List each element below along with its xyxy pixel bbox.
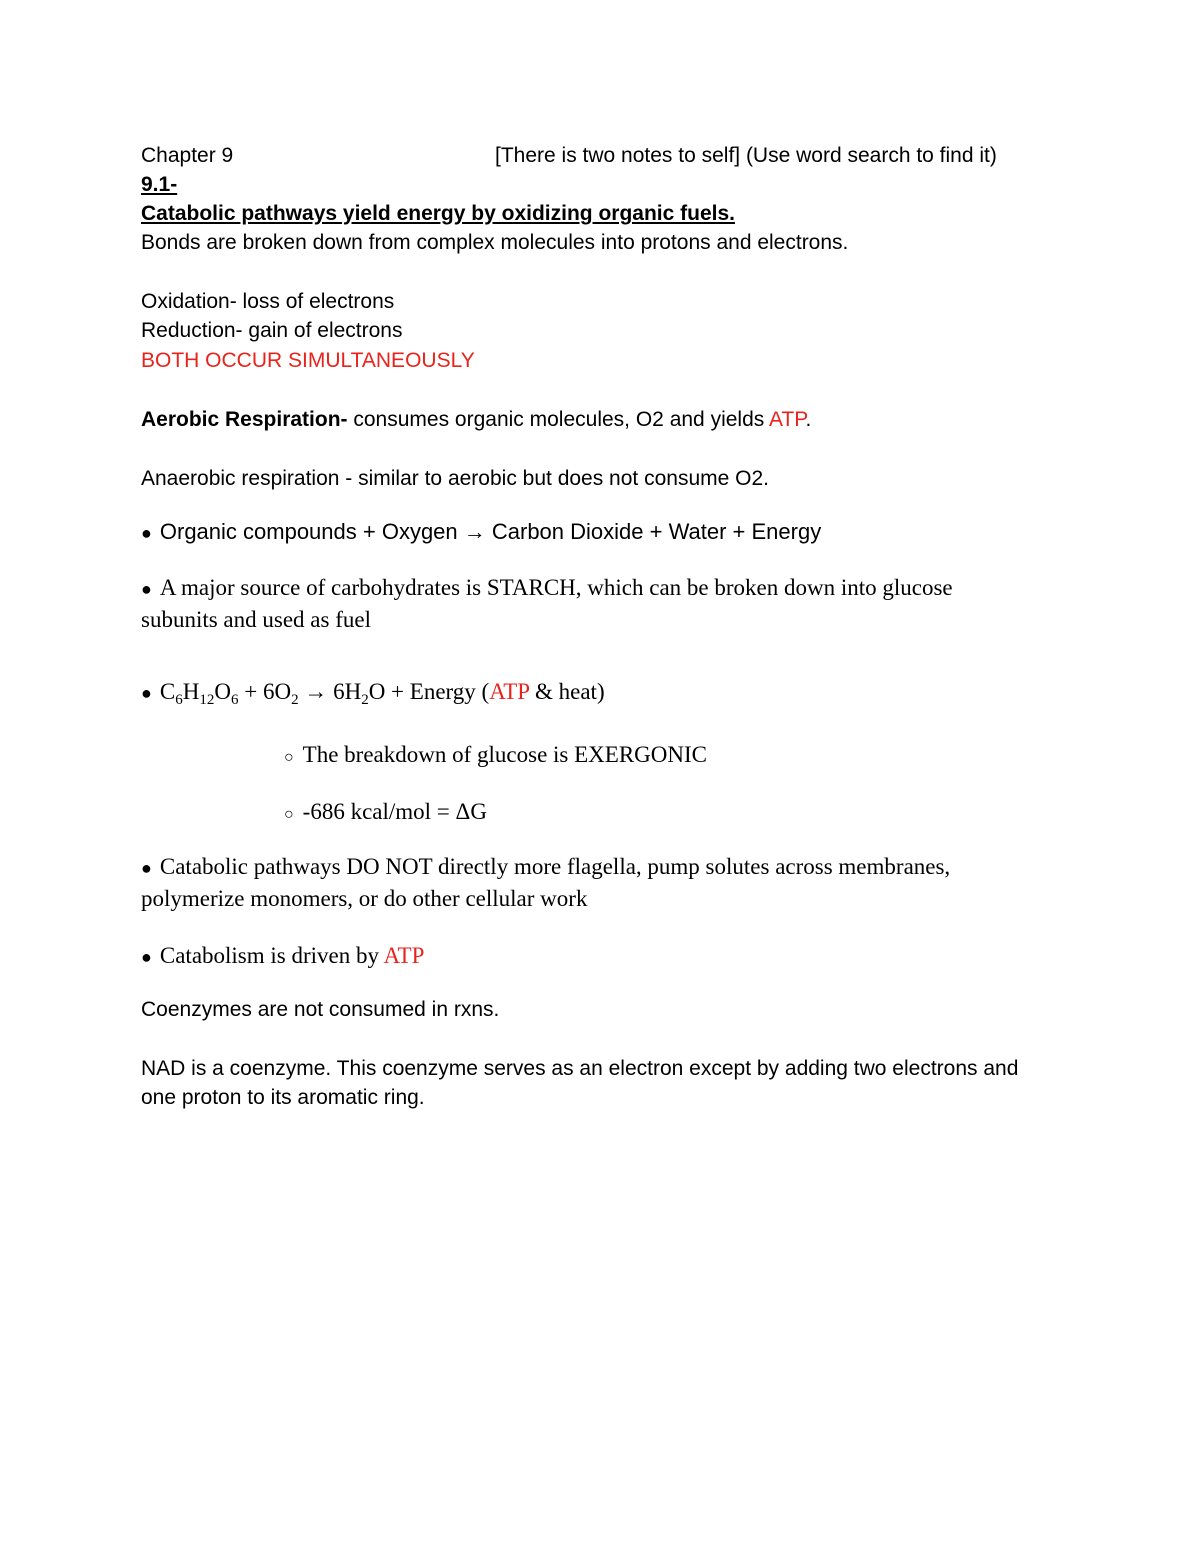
paragraph-reduction: Reduction- gain of electrons [141,319,403,342]
bullet-starch [141,572,953,605]
subbullet-delta-g [284,796,487,831]
eq-c-sub: 6 [175,692,183,708]
bullet-catabolic-text: Catabolic pathways DO NOT directly more flagella, pump solutes across membranes, [159,854,951,879]
eq-end: & heat) [529,679,605,704]
bullet-catabolism-atp: ATP [383,943,425,968]
aerobic-term: Aerobic Respiration- [141,408,348,431]
paragraph-simultaneous: BOTH OCCUR SIMULTANEOUSLY [141,349,475,372]
bullet-dot-icon: ● [141,523,152,543]
eq-atp: ATP [489,679,530,704]
eq-o-sub: 6 [230,692,239,708]
eq-arrow: → 6H [298,679,362,704]
subbullet-exergonic-text: The breakdown of glucose is EXERGONIC [302,742,708,767]
subbullet-circle-icon: ○ [284,806,294,823]
section-number: 9.1- [141,173,178,196]
bullet-catabolism-text: Catabolism is driven by [159,943,384,968]
notes-to-self [495,141,997,170]
paragraph-nad-line2: one proton to its aromatic ring. [141,1086,425,1109]
paragraph-oxidation: Oxidation- loss of electrons [141,290,395,313]
bullet-dot-icon: ● [141,947,152,967]
bullet-starch-text: A major source of carbohydrates is STARCH, which can be broken down into glucose [159,575,953,600]
aerobic-end: . [805,408,812,431]
eq-rest: O + Energy ( [368,679,490,704]
eq-plus: + 6O [238,679,292,704]
paragraph-bonds: Bonds are broken down from complex molecules into protons and electrons. [141,231,849,254]
bullet-catabolism [141,940,424,973]
bullet-dot-icon: ● [141,579,152,599]
paragraph-nad-line1: NAD is a coenzyme. This coenzyme serves as an electron except by adding two electrons and [141,1057,1019,1080]
notes-to-self-text: [There is two notes to self] (Use word search to find it) [495,144,997,167]
subbullet-exergonic [284,739,707,774]
aerobic-text: consumes organic molecules, O2 and yields [347,408,769,431]
eq-c: C [159,679,176,704]
eq-h: H [182,679,200,704]
subbullet-delta-g-text: -686 kcal/mol = ΔG [302,799,487,824]
chapter-heading [141,141,233,170]
eq-o2-sub: 2 [291,692,299,708]
eq-h-sub: 12 [199,692,215,708]
bullet-organic [141,517,821,548]
paragraph-anaerobic: Anaerobic respiration - similar to aerobic but does not consume O2. [141,467,769,490]
aerobic-atp: ATP [768,408,806,431]
bullet-glucose-equation [141,676,605,709]
paragraph-aerobic [141,405,811,434]
eq-h2-sub: 2 [361,692,369,708]
bullet-catabolic [141,851,950,884]
bullet-dot-icon: ● [141,683,152,703]
chapter-label: Chapter 9 [141,144,234,167]
bullet-dot-icon: ● [141,858,152,878]
paragraph-coenzymes: Coenzymes are not consumed in rxns. [141,998,500,1021]
subbullet-circle-icon: ○ [284,749,294,766]
eq-o: O [214,679,231,704]
bullet-starch-continuation: subunits and used as fuel [141,607,371,632]
bullet-catabolic-continuation: polymerize monomers, or do other cellular work [141,886,588,911]
section-title: Catabolic pathways yield energy by oxidizing organic fuels. [141,202,735,225]
bullet-organic-text: Organic compounds + Oxygen → Carbon Dioxide + Water + Energy [159,519,822,544]
